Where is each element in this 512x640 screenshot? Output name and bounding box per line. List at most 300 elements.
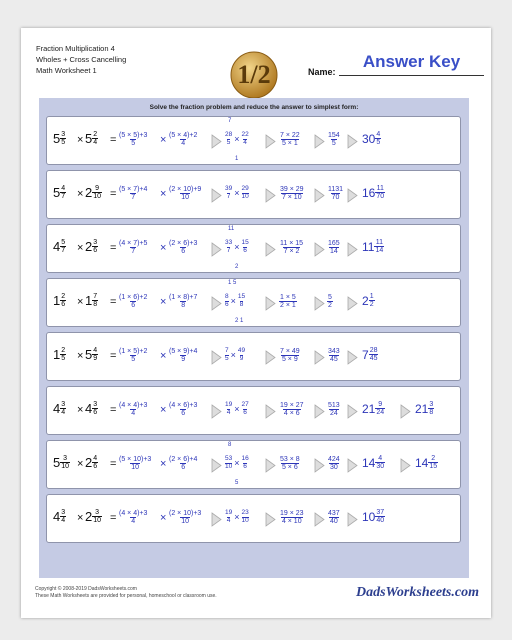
first-mixed-number-fraction-denominator: 10 [61,463,70,470]
footer [35,586,217,600]
answer-mixed-number-fraction-numerator: 1 [369,293,374,300]
first-mixed-number [53,347,66,362]
step2-second-fraction [242,186,249,200]
dadsworksheets-logo [341,581,481,601]
answer-mixed-number-fraction-numerator: 11 [375,239,383,246]
step1-first-fraction [118,348,148,363]
answer-mixed-number-fraction-denominator: 40 [376,517,385,524]
step3-product-denominator: 2 × 1 [280,302,296,309]
step4-improper-denominator: 2 [328,302,332,309]
step2-second-numerator: 15 [237,293,246,300]
answer-mixed-number-whole: 21 [415,401,429,416]
step1-second-fraction-denominator: 10 [181,518,190,525]
step-arrow [211,296,222,311]
times-sign: × [230,349,236,360]
answer-mixed-number-fraction-numerator: 28 [369,347,378,354]
step3-product-numerator: 7 × 22 [280,132,300,139]
first-mixed-number [53,401,66,416]
worksheet-title-block [36,43,126,76]
answer-mixed-number-fraction [428,455,438,470]
step2-second-fraction [242,240,249,254]
step1-first-fraction-numerator: (5 × 7)+4 [119,186,148,193]
first-mixed-number [53,239,66,254]
answer-key-title: Answer Key [362,52,461,71]
first-mixed-number-fraction-numerator: 3 [61,509,66,516]
step3-product-numerator: 53 × 8 [280,456,300,463]
first-mixed-number-fraction-denominator: 7 [61,193,66,200]
step-arrow [347,350,358,365]
step1-second-fraction [168,240,198,255]
step2-second-denominator: 10 [241,516,249,524]
step4-improper-numerator: 1131 [328,186,344,193]
answer-mixed-number [362,185,385,200]
step-arrow [400,458,411,473]
step1-first-fraction [118,132,148,147]
name-label: Name: [308,67,336,77]
step1-first-fraction-numerator: (5 × 5)+3 [119,132,148,139]
step-arrow [211,350,222,365]
title-line-3: Math Worksheet 1 [36,66,97,75]
step2-second-fraction [242,402,249,416]
problem-panel [39,98,469,578]
step4-improper-numerator: 424 [328,456,340,463]
step3-product-numerator: 39 × 29 [280,186,304,193]
step-arrow [211,242,222,257]
second-mixed-number-fraction [92,509,102,524]
step2-first-denominator: 6 [225,300,229,308]
answer-mixed-number [362,455,385,470]
first-mixed-number-fraction [60,401,66,416]
step2-first-fraction [225,186,232,200]
step1-first-fraction [118,186,148,201]
logo-text: 1/2 [237,60,271,89]
step-arrow [347,134,358,149]
problem-row [46,440,461,489]
equals-sign: = [110,242,117,254]
step1-first-fraction-denominator: 6 [131,302,136,309]
first-mixed-number-whole: 1 [53,347,61,362]
answer-mixed-number-whole: 14 [362,455,376,470]
answer-mixed-number-fraction [428,401,434,416]
step-arrow [400,404,411,419]
first-mixed-number-fraction [60,185,66,200]
instructions: Solve the fraction problem and reduce the answer to simplest form: [149,104,359,111]
step-arrow [211,188,222,203]
cancel-step [225,402,249,416]
step1-second-fraction-numerator: (4 × 6)+3 [169,402,198,409]
step3-product-numerator: 19 × 23 [280,510,304,517]
answer-mixed-number-fraction [375,455,385,470]
answer-mixed-number [362,401,385,416]
step1-second-fraction-denominator: 4 [181,140,186,147]
step2-second-denominator: 9 [239,354,244,362]
name-field-line [339,75,484,76]
step2-second-numerator: 27 [241,401,249,408]
step1-second-fraction [168,186,202,201]
first-mixed-number [53,455,70,470]
step4-improper-denominator: 30 [329,464,338,471]
answer-mixed-number [415,455,438,470]
step2-second-denominator: 6 [243,462,247,470]
answer-mixed-number-fraction [375,131,381,146]
step3-product-denominator: 5 × 6 [281,464,298,471]
answer-mixed-number-fraction [375,401,385,416]
step-arrow [265,242,276,257]
cancel-bottom: 5 [235,480,239,486]
step2-first-denominator: 4 [226,408,231,416]
answer-mixed-number [362,509,385,524]
answer-mixed-number-fraction-denominator: 30 [376,463,385,470]
cancel-step [225,510,249,524]
first-mixed-number-fraction-denominator: 4 [61,517,66,524]
step2-second-fraction [238,294,245,308]
step3-product-numerator: 1 × 5 [280,294,296,301]
second-mixed-number-whole: 4 [85,401,93,416]
step3-product-denominator: 7 × 10 [281,194,302,201]
step4-improper [327,294,333,309]
step-arrow [211,512,222,527]
second-mixed-number-whole: 2 [85,509,93,524]
answer-mixed-number-fraction-numerator: 37 [376,509,385,516]
brand-logo-text: DadsWorksheets.com [355,585,479,600]
step2-first-denominator: 7 [226,246,231,254]
second-mixed-number-fraction-numerator: 7 [93,293,98,300]
times-sign: × [77,458,84,470]
second-mixed-number-fraction-numerator: 4 [93,347,98,354]
step2-first-denominator: 10 [225,462,233,470]
times-sign: × [234,457,240,468]
step1-second-fraction-numerator: (2 × 6)+3 [169,240,198,247]
equals-sign: = [110,296,117,308]
second-mixed-number [85,509,102,524]
answer-mixed-number-fraction-denominator: 70 [376,193,385,200]
second-mixed-number-fraction-numerator: 3 [95,509,100,516]
step4-improper [327,348,341,363]
answer-mixed-number-fraction [369,347,379,362]
first-mixed-number-whole: 4 [53,239,61,254]
second-mixed-number [85,131,98,146]
step2-first-numerator: 28 [225,131,233,138]
answer-mixed-number [362,347,378,362]
first-mixed-number [53,293,66,308]
step1-second-fraction-denominator: 10 [181,194,190,201]
second-mixed-number-fraction [92,131,98,146]
step1-second-fraction [168,402,198,417]
second-mixed-number-fraction-numerator: 2 [93,131,98,138]
step2-second-numerator: 23 [241,509,249,516]
step1-second-fraction [168,348,198,363]
first-mixed-number-whole: 1 [53,293,61,308]
times-sign: × [77,350,84,362]
step3-product-denominator: 5 × 1 [281,140,298,147]
second-mixed-number-fraction [92,401,98,416]
cancel-step [225,132,249,146]
step-arrow [347,242,358,257]
first-mixed-number-fraction [60,509,66,524]
step-arrow [347,512,358,527]
answer-mixed-number-fraction-denominator: 8 [429,409,434,416]
answer-mixed-number-fraction-denominator: 15 [429,463,438,470]
first-mixed-number-whole: 5 [53,185,61,200]
second-mixed-number-fraction [92,185,102,200]
second-mixed-number-fraction-numerator: 3 [93,401,98,408]
step1-first-fraction-numerator: (1 × 5)+2 [119,348,148,355]
answer-mixed-number-whole: 30 [362,131,376,146]
step1-first-fraction-numerator: (4 × 4)+3 [119,510,148,517]
first-mixed-number-fraction-numerator: 4 [61,185,66,192]
answer-mixed-number-whole: 7 [362,347,369,362]
first-mixed-number-fraction [60,347,66,362]
second-mixed-number-fraction-denominator: 6 [93,463,98,470]
second-mixed-number-fraction-numerator: 9 [95,185,100,192]
step1-first-fraction [118,294,148,309]
times-sign: × [230,295,236,306]
step3-product [279,348,301,363]
step-arrow [211,404,222,419]
step3-product-numerator: 11 × 15 [280,240,304,247]
step1-first-fraction-denominator: 5 [131,356,136,363]
times-sign: × [160,188,167,200]
step1-first-fraction [118,456,152,471]
step2-second-numerator: 15 [241,239,249,246]
step2-second-numerator: 29 [241,185,249,192]
step2-first-denominator: 5 [226,138,231,146]
times-sign: × [160,404,167,416]
answer-mixed-number-fraction-denominator: 2 [369,301,374,308]
step-arrow [314,188,325,203]
problem-row [46,278,461,327]
worksheet-page [21,28,491,618]
answer-mixed-number-fraction-denominator: 24 [376,409,385,416]
second-mixed-number [85,239,98,254]
step4-improper-numerator: 343 [328,348,340,355]
times-sign: × [160,350,167,362]
first-mixed-number-fraction-numerator: 2 [61,347,66,354]
step1-second-fraction-denominator: 6 [181,248,186,255]
first-mixed-number-fraction-denominator: 6 [61,301,66,308]
step4-improper [327,132,341,147]
cancel-top: 1 5 [228,280,237,286]
step4-improper-denominator: 5 [331,140,336,147]
first-mixed-number-fraction-denominator: 7 [61,247,66,254]
first-mixed-number-fraction-numerator: 5 [61,239,66,246]
step2-second-numerator: 49 [237,347,246,354]
step-arrow [265,188,276,203]
first-mixed-number [53,509,66,524]
step2-first-numerator: 19 [225,509,233,516]
usage-text: These Math Worksheets are provided for personal, homeschool or classroom use. [35,593,217,599]
step1-first-fraction [118,402,148,417]
answer-mixed-number [362,131,381,146]
second-mixed-number-fraction-denominator: 8 [93,301,98,308]
step-arrow [347,458,358,473]
step-arrow [265,512,276,527]
step3-product [279,186,305,201]
step4-improper [327,240,341,255]
first-mixed-number-fraction-denominator: 5 [61,355,66,362]
second-mixed-number-fraction-denominator: 6 [93,409,98,416]
answer-mixed-number-whole: 21 [362,401,376,416]
problem-row [46,494,461,543]
step1-second-fraction-numerator: (2 × 10)+3 [169,510,202,517]
step2-first-numerator: 19 [225,401,233,408]
answer-mixed-number-fraction-denominator: 5 [376,139,381,146]
step3-product [279,510,305,525]
step-arrow [265,458,276,473]
step3-product [279,294,297,309]
step1-first-fraction-numerator: (5 × 10)+3 [119,456,152,463]
first-mixed-number-fraction [60,455,70,470]
cancel-step [225,294,245,308]
step1-second-fraction-denominator: 9 [181,356,186,363]
times-sign: × [234,133,240,144]
step1-second-fraction [168,456,198,471]
step-arrow [265,404,276,419]
step1-second-fraction [168,132,198,147]
equals-sign: = [110,188,117,200]
step2-second-denominator: 6 [243,246,247,254]
step4-improper-denominator: 40 [329,518,338,525]
times-sign: × [77,512,84,524]
step1-second-fraction-numerator: (1 × 8)+7 [169,294,198,301]
title-line-2: Wholes + Cross Cancelling [36,55,127,64]
times-sign: × [234,187,240,198]
step2-first-denominator: 5 [225,354,229,362]
second-mixed-number [85,401,98,416]
first-mixed-number-fraction-denominator: 5 [61,139,66,146]
times-sign: × [234,241,240,252]
answer-mixed-number-fraction [369,293,375,308]
answer-mixed-number-fraction-denominator: 45 [369,355,378,362]
step2-first-numerator: 33 [225,239,233,246]
answer-mixed-number-fraction-denominator: 14 [375,247,384,254]
step1-first-fraction-denominator: 10 [131,464,140,471]
step2-first-denominator: 7 [226,192,231,200]
first-mixed-number-whole: 4 [53,509,61,524]
times-sign: × [160,512,167,524]
cancel-step [225,456,249,470]
step4-improper-denominator: 45 [329,356,338,363]
step2-first-fraction [225,456,232,470]
step1-first-fraction-denominator: 4 [131,410,136,417]
step2-second-denominator: 10 [241,192,249,200]
step-arrow [211,458,222,473]
first-mixed-number-fraction-denominator: 4 [61,409,66,416]
step1-second-fraction [168,510,202,525]
step1-second-fraction-numerator: (2 × 6)+4 [169,456,198,463]
times-sign: × [234,403,240,414]
step3-product-denominator: 5 × 9 [281,356,298,363]
step1-first-fraction-denominator: 4 [131,518,136,525]
step1-first-fraction [118,510,148,525]
first-mixed-number-fraction [60,293,66,308]
step3-product [279,456,301,471]
first-mixed-number-fraction [60,239,66,254]
answer-mixed-number-fraction-numerator: 3 [429,401,434,408]
cancel-bottom: 2 1 [235,318,244,324]
step1-first-fraction-numerator: (4 × 7)+5 [119,240,148,247]
times-sign: × [77,296,84,308]
answer-mixed-number-whole: 2 [362,293,369,308]
problem-row [46,224,461,273]
step2-second-numerator: 22 [241,131,249,138]
problem-row [46,332,461,381]
step1-second-fraction-numerator: (2 × 10)+9 [169,186,202,193]
step4-improper-denominator: 24 [329,410,338,417]
step1-second-fraction-denominator: 6 [181,410,186,417]
first-mixed-number-fraction-numerator: 3 [61,401,66,408]
answer-mixed-number-fraction-numerator: 11 [376,185,384,192]
answer-mixed-number-fraction-numerator: 9 [378,401,383,408]
answer-mixed-number [362,293,375,308]
step3-product-denominator: 4 × 6 [283,410,300,417]
cancel-top: 8 [228,442,232,448]
second-mixed-number-fraction-denominator: 4 [93,139,98,146]
answer-mixed-number [362,239,384,254]
second-mixed-number [85,293,98,308]
second-mixed-number [85,347,98,362]
step-arrow [347,404,358,419]
step-arrow [347,296,358,311]
answer-mixed-number-fraction-numerator: 4 [376,131,381,138]
second-mixed-number [85,455,98,470]
equals-sign: = [110,404,117,416]
first-mixed-number-fraction-numerator: 2 [61,293,66,300]
step3-product-denominator: 4 × 10 [281,518,302,525]
equals-sign: = [110,512,117,524]
cancel-bottom: 1 [235,156,239,162]
step4-improper-numerator: 513 [328,402,340,409]
second-mixed-number-fraction [92,293,98,308]
problem-row [46,170,461,219]
step1-second-fraction-denominator: 8 [181,302,186,309]
step4-improper-numerator: 165 [328,240,340,247]
step2-second-fraction [242,132,249,146]
step-arrow [314,242,325,257]
step2-second-denominator: 6 [243,408,247,416]
step1-first-fraction [118,240,148,255]
second-mixed-number-whole: 2 [85,239,93,254]
second-mixed-number-fraction-denominator: 10 [93,193,102,200]
second-mixed-number-fraction-numerator: 3 [93,239,98,246]
first-mixed-number-fraction-numerator: 3 [61,131,66,138]
step2-second-numerator: 16 [241,455,249,462]
step2-first-numerator: 7 [225,347,229,354]
first-mixed-number-whole: 5 [53,455,61,470]
step2-first-fraction [225,132,232,146]
step4-improper-denominator: 70 [331,194,340,201]
step3-product [279,132,301,147]
step1-first-fraction-denominator: 5 [131,140,136,147]
step2-second-fraction [238,348,245,362]
second-mixed-number-fraction-numerator: 4 [93,455,98,462]
step2-second-fraction [242,456,249,470]
times-sign: × [77,242,84,254]
step2-second-denominator: 8 [239,300,244,308]
step3-product-denominator: 7 × 2 [283,248,300,255]
step3-product-numerator: 19 × 27 [280,402,304,409]
step1-second-fraction-numerator: (5 × 9)+4 [169,348,198,355]
half-fraction-logo [229,50,279,100]
step2-first-fraction [225,510,232,524]
equals-sign: = [110,134,117,146]
second-mixed-number-fraction-denominator: 6 [93,247,98,254]
second-mixed-number-fraction [92,455,98,470]
step1-first-fraction-denominator: 7 [131,248,136,255]
first-mixed-number [53,185,66,200]
step-arrow [314,296,325,311]
times-sign: × [77,404,84,416]
